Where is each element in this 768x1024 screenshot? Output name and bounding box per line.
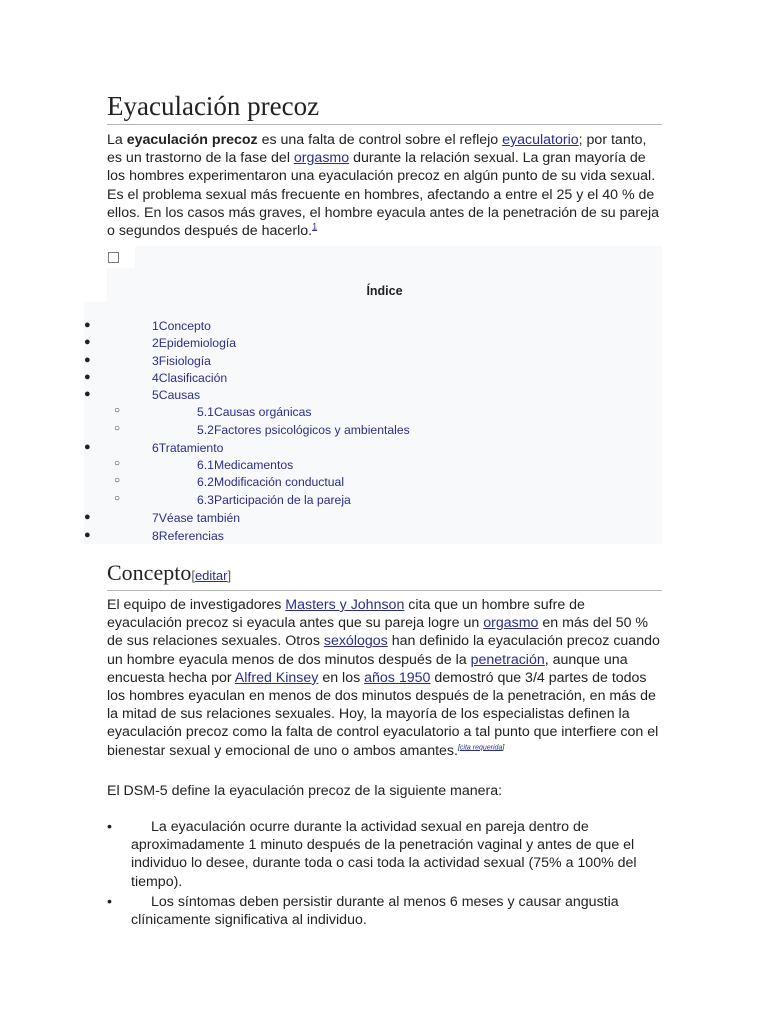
section-heading-concepto: Concepto[editar] — [107, 559, 662, 591]
toc-item[interactable]: 4Clasificación — [152, 371, 228, 385]
toc-item[interactable]: 7Véase también — [152, 511, 241, 525]
reference-1[interactable]: 1 — [312, 221, 318, 232]
cita-requerida-link[interactable]: cita requerida — [459, 743, 503, 751]
toc-item[interactable]: 6Tratamiento — [152, 441, 224, 455]
link-sexologos[interactable]: sexólogos — [323, 633, 388, 650]
link-orgasmo[interactable]: orgasmo — [293, 150, 350, 167]
link-orgasmo-2[interactable]: orgasmo — [483, 615, 539, 632]
toc-subitem[interactable]: 5.1Causas orgánicas — [197, 405, 312, 419]
intro-paragraph: La eyaculación precoz es una falta de control sobre el reflejo eyaculatorio; por tanto, es un trastorno de la fase del orgasmo durante la relación sexual. La gran mayoría de los hombres experimentaron una eyaculación precoz en algún punto de su vida sexual. Es el problema sexual más frecuente en hombres, afectando a entre el 25 y el 40 % de ellos. En los casos más graves, el hombre eyacula antes de la penetración de su pareja o segundos después de hacerlo.$^1$ — [107, 132, 660, 240]
list-item: • Los síntomas deben persistir durante al menos 6 meses y causar angustia clínicamente significativa al individuo. — [107, 894, 619, 929]
intro-bold-term: eyaculación precoz — [126, 132, 258, 148]
concepto-paragraph: El equipo de investigadores Masters y Johnson cita que un hombre sufre de eyaculación precoz si eyacula antes que su pareja logre un orgasmo en más del 50 % de sus relaciones sexuales. Otros sexólogos han definido la eyaculación precoz cuando un hombre eyacula menos de dos minutos después de la penetración, aunque una encuesta hecha por Alfred Kinsey en los años 1950 demostró que 3/4 partes de todos los hombres eyaculan en menos de dos minutos después de la penetración, en más de la mitad de sus relaciones sexuales. Hoy, la mayoría de los especialistas definen la eyaculación precoz como la falta de control eyaculatorio a tal punto que interfiere con el bienestar sexual y emocional de uno o ambos amantes.[cita requerida] — [107, 597, 660, 759]
link-eyaculatorio[interactable]: eyaculatorio — [502, 132, 579, 148]
toc-subitem[interactable]: 6.3Participación de la pareja — [197, 493, 351, 507]
toc-item[interactable]: 8Referencias — [152, 529, 224, 543]
link-anos-1950[interactable]: años 1950 — [364, 669, 431, 686]
edit-section-link[interactable]: [editar] — [191, 568, 232, 583]
link-masters-johnson[interactable]: Masters y Johnson — [285, 597, 405, 613]
page-title: Eyaculación precoz — [107, 88, 662, 125]
toc-item[interactable]: 2Epidemiología — [152, 336, 237, 350]
toc-item[interactable]: 3Fisiología — [152, 354, 211, 368]
toc-subitem[interactable]: 5.2Factores psicológicos y ambientales — [197, 423, 410, 437]
toc-item[interactable]: 1Concepto — [152, 319, 211, 333]
toc-title: Índice — [366, 284, 403, 298]
list-item: • La eyaculación ocurre durante la actividad sexual en pareja dentro de aproximadamente 1 minuto después de la penetración vaginal y antes de que el individuo lo desee, durante toda o casi toda la actividad sexual (75% a 100% del tiempo). — [107, 819, 637, 890]
link-penetracion[interactable]: penetración — [470, 651, 545, 668]
toc-subitem[interactable]: 6.2Modificación conductual — [197, 475, 345, 489]
toc-item[interactable]: 5Causas — [152, 388, 201, 402]
toc-subitem[interactable]: 6.1Medicamentos — [197, 458, 294, 472]
link-alfred-kinsey[interactable]: Alfred Kinsey — [234, 669, 319, 686]
toc-toggle-checkbox[interactable] — [108, 252, 119, 263]
dsm-paragraph: El DSM-5 define la eyaculación precoz de la siguiente manera: — [107, 783, 503, 799]
